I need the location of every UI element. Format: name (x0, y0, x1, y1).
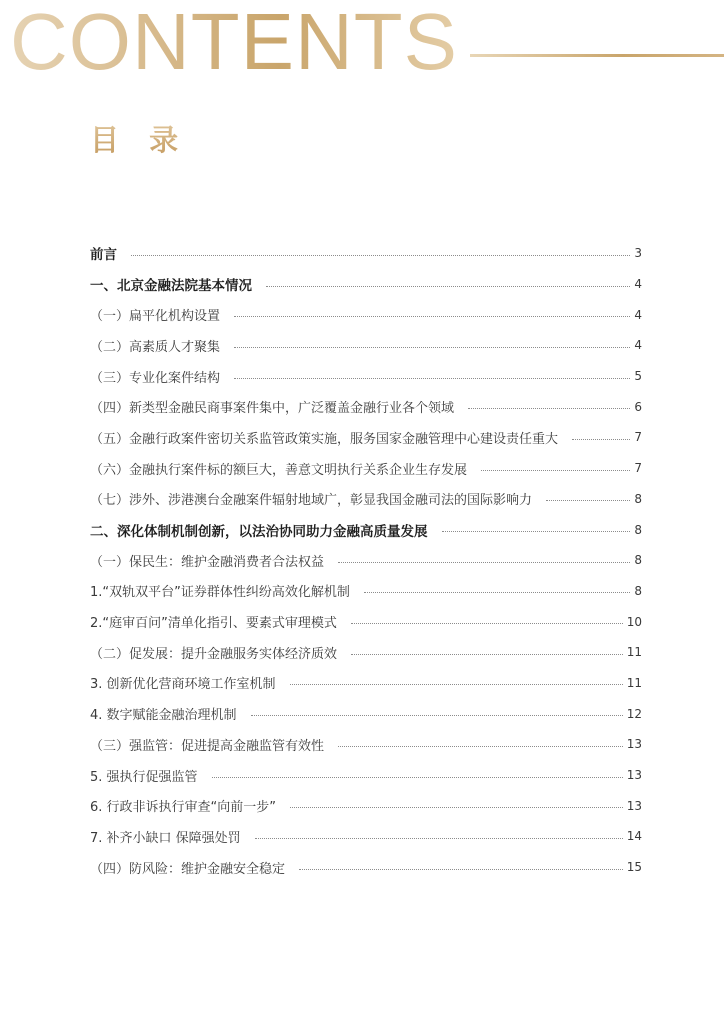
toc-entry[interactable] (90, 299, 642, 330)
toc-leader-dots (212, 777, 623, 778)
toc-entry-page-number: 10 (626, 614, 642, 629)
toc-entry-page-number: 14 (626, 829, 642, 844)
toc-entry-label: 1.“双轨双平台”证券群体性纠纷高效化解机制 (90, 585, 350, 601)
toc-leader-dots (442, 531, 631, 532)
toc-leader-dots (299, 869, 623, 870)
toc-entry-page-number: 4 (634, 277, 642, 292)
toc-entry[interactable] (90, 391, 642, 422)
toc-entry-label: （六）金融执行案件标的额巨大，善意文明执行关系企业生存发展 (90, 462, 468, 478)
toc-leader-dots (338, 746, 623, 747)
toc-entry-page-number: 5 (634, 369, 642, 384)
toc-entry-page-number: 7 (634, 461, 642, 476)
toc-entry-page-number: 15 (626, 860, 642, 875)
toc-entry-label: 2.“庭审百问”清单化指引、要素式审理模式 (90, 616, 337, 632)
toc-entry-label: 5. 强执行促强监管 (90, 769, 198, 785)
toc-entry-page-number: 11 (626, 675, 642, 690)
toc-entry-page-number: 8 (634, 553, 642, 568)
toc-entry-page-number: 8 (634, 583, 642, 598)
toc-entry-label: 6. 行政非诉执行审查“向前一步” (90, 800, 277, 816)
toc-entry[interactable] (90, 330, 642, 361)
toc-entry-label: 4. 数字赋能金融治理机制 (90, 708, 237, 724)
toc-entry-page-number: 8 (634, 522, 642, 537)
toc-leader-dots (572, 439, 630, 440)
toc-entry[interactable] (90, 514, 642, 545)
toc-leader-dots (290, 807, 623, 808)
toc-leader-dots (255, 838, 623, 839)
toc-entry-label: 3. 创新优化营商环境工作室机制 (90, 677, 276, 693)
toc-leader-dots (234, 316, 630, 317)
toc-entry[interactable] (90, 729, 642, 760)
toc-leader-dots (234, 347, 630, 348)
toc-entry-label: （四）防风险：维护金融安全稳定 (90, 861, 286, 877)
toc-leader-dots (481, 470, 630, 471)
toc-entry[interactable] (90, 269, 642, 300)
header-divider (470, 54, 724, 57)
toc-leader-dots (290, 684, 623, 685)
toc-entry[interactable] (90, 238, 642, 269)
toc-entry-page-number: 3 (634, 246, 642, 261)
toc-entry[interactable] (90, 453, 642, 484)
toc-entry[interactable] (90, 361, 642, 392)
toc-entry-page-number: 8 (634, 491, 642, 506)
toc-leader-dots (546, 500, 630, 501)
toc-entry-label: 7. 补齐小缺口 保障强处罚 (90, 830, 241, 846)
toc-entry-label: （五）金融行政案件密切关系监管政策实施，服务国家金融管理中心建设责任重大 (90, 431, 559, 447)
toc-entry-label: （四）新类型金融民商事案件集中，广泛覆盖金融行业各个领域 (90, 401, 455, 417)
toc-leader-dots (351, 623, 623, 624)
toc-entry-label: （七）涉外、涉港澳台金融案件辐射地域广，彰显我国金融司法的国际影响力 (90, 493, 533, 509)
toc-entry-label: 一、北京金融法院基本情况 (90, 278, 252, 295)
toc-entry-label: （二）高素质人才聚集 (90, 339, 221, 355)
toc-leader-dots (364, 592, 630, 593)
toc-entry-label: （二）促发展：提升金融服务实体经济质效 (90, 646, 338, 662)
toc-entry-page-number: 13 (626, 768, 642, 783)
toc-entry[interactable] (90, 852, 642, 883)
toc-entry[interactable] (90, 606, 642, 637)
toc-entry[interactable] (90, 668, 642, 699)
toc-entry[interactable] (90, 576, 642, 607)
toc-entry[interactable] (90, 422, 642, 453)
toc-entry-page-number: 4 (634, 338, 642, 353)
toc-entry[interactable] (90, 484, 642, 515)
toc-leader-dots (234, 378, 630, 379)
toc-entry-page-number: 13 (626, 798, 642, 813)
toc-entry[interactable] (90, 790, 642, 821)
toc-entry[interactable] (90, 760, 642, 791)
toc-leader-dots (338, 562, 630, 563)
toc-leader-dots (131, 255, 630, 256)
toc-entry-label: （一）扁平化机构设置 (90, 309, 221, 325)
toc-leader-dots (266, 286, 630, 287)
toc-entry[interactable] (90, 821, 642, 852)
toc-entry[interactable] (90, 637, 642, 668)
page-title: 目 录 (90, 118, 188, 159)
toc-entry-page-number: 7 (634, 430, 642, 445)
toc-entry[interactable] (90, 698, 642, 729)
toc-entry-label: （三）专业化案件结构 (90, 370, 221, 386)
table-of-contents (90, 238, 642, 882)
toc-entry-page-number: 6 (634, 399, 642, 414)
contents-header-word: CONTENTS (10, 0, 458, 86)
toc-entry-page-number: 11 (626, 645, 642, 660)
toc-entry-page-number: 12 (626, 706, 642, 721)
toc-leader-dots (468, 408, 630, 409)
toc-leader-dots (251, 715, 623, 716)
toc-leader-dots (351, 654, 623, 655)
toc-entry-label: 二、深化体制机制创新，以法治协同助力金融高质量发展 (90, 523, 428, 540)
toc-entry-page-number: 13 (626, 737, 642, 752)
toc-entry-page-number: 4 (634, 307, 642, 322)
toc-entry[interactable] (90, 545, 642, 576)
toc-entry-label: 前言 (90, 247, 117, 264)
toc-entry-label: （一）保民生：维护金融消费者合法权益 (90, 554, 325, 570)
toc-entry-label: （三）强监管：促进提高金融监管有效性 (90, 738, 325, 754)
